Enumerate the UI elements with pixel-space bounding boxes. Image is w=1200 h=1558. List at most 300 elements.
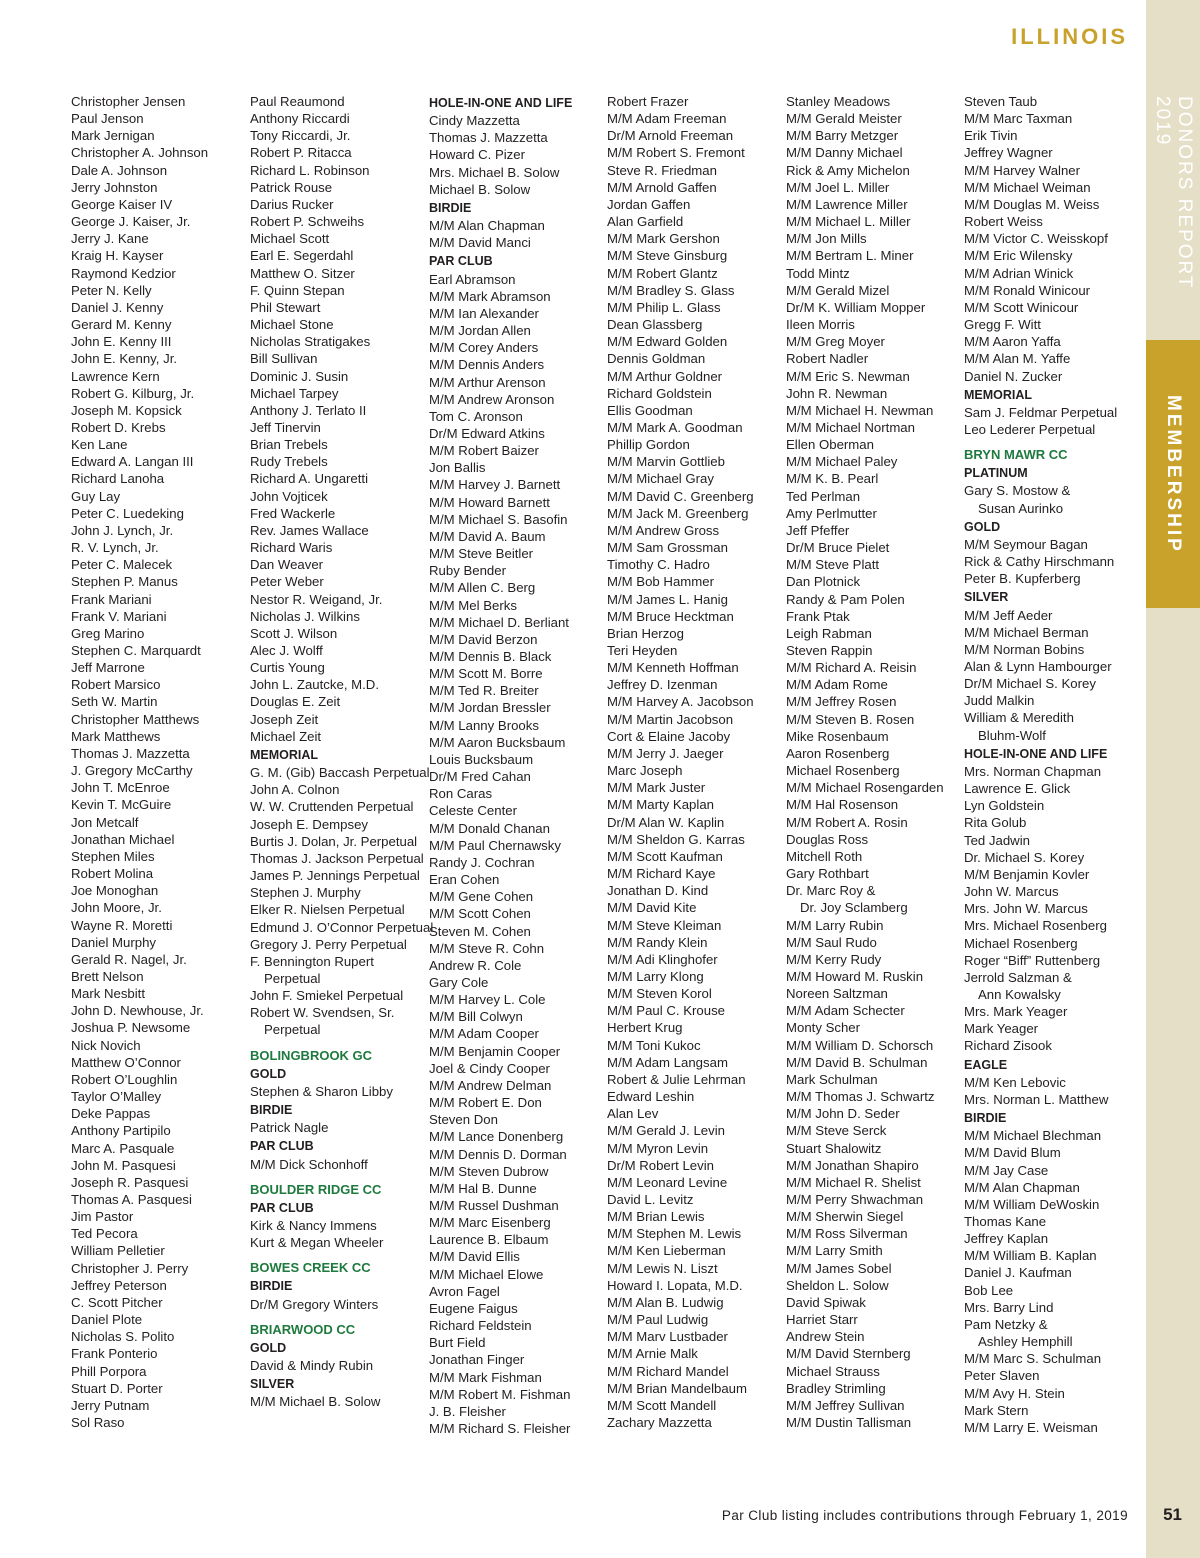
donor-name: Michael B. Solow (429, 181, 531, 197)
column-4 (607, 93, 779, 1431)
donor-name: Todd Mintz (786, 265, 850, 281)
donor-name: Jeffrey Kaplan (964, 1231, 1049, 1247)
donor-name: M/M Robert Baizer (429, 443, 539, 459)
donor-name: M/M Steven Dubrow (429, 1163, 549, 1179)
donor-name: Dr/M K. William Mopper (786, 299, 926, 315)
donor-name: Daniel J. Kaufman (964, 1265, 1072, 1281)
donor-name: M/M Harvey Walner (964, 162, 1081, 178)
donor-name: M/M Perry Shwachman (786, 1192, 924, 1207)
donor-name: Lawrence E. Glick (964, 781, 1071, 797)
donor-name: Patrick Nagle (250, 1120, 329, 1136)
donor-name: M/M David Manci (429, 235, 531, 251)
donor-name: Mrs. Norman Chapman (964, 763, 1102, 779)
donor-name: Frank Ptak (786, 608, 850, 624)
donor-name: Herbert Krug (607, 1020, 683, 1036)
donor-name: M/M Steve Beitler (429, 546, 534, 562)
donor-name-continued: Ashley Hemphill (978, 1334, 1073, 1350)
donor-name: M/M Steve Kleiman (607, 917, 722, 933)
state-title: ILLINOIS (1011, 24, 1128, 49)
section-title: MEMBERSHIP (1163, 394, 1184, 554)
donor-name: M/M Lanny Brooks (429, 717, 539, 733)
donor-name: Dr. Michael S. Korey (964, 849, 1085, 865)
donor-name: Tony Riccardi, Jr. (250, 128, 351, 144)
donor-name: Ellen Oberman (786, 437, 874, 453)
donor-name: Thomas A. Pasquesi (71, 1192, 192, 1207)
donor-name: M/M Alan Chapman (429, 218, 545, 234)
donor-name: M/M Aaron Bucksbaum (429, 734, 566, 750)
donor-name: Michael Stone (250, 317, 334, 333)
donor-name: Brett Nelson (71, 968, 144, 984)
donor-name: Mrs. John W. Marcus (964, 901, 1088, 917)
donor-name: M/M Michael Paley (786, 454, 898, 470)
donor-name: M/M Hal B. Dunne (429, 1180, 537, 1196)
donor-name: Phillip Gordon (607, 437, 690, 453)
donor-name: M/M Dennis Anders (429, 357, 545, 373)
donor-name: M/M Leonard Levine (607, 1174, 728, 1190)
donor-name: M/M Mel Berks (429, 597, 517, 613)
donor-name: Peter Weber (250, 574, 324, 590)
donor-name: Tom C. Aronson (429, 408, 523, 424)
donor-name: M/M Paul C. Krouse (607, 1003, 725, 1019)
donor-name: M/M Douglas M. Weiss (964, 196, 1100, 212)
donor-name: Steven Rappin (786, 643, 873, 658)
donor-name: Douglas Ross (786, 831, 869, 847)
donor-name: M/M Scott Winicour (964, 299, 1079, 315)
donor-name: Robert W. Svendsen, Sr. (250, 1005, 395, 1021)
donor-name: M/M Arthur Goldner (607, 368, 723, 384)
donor-name: M/M Edward Golden (607, 334, 728, 350)
donor-name: G. M. (Gib) Baccash Perpetual (250, 765, 430, 781)
donor-name: Aaron Rosenberg (786, 745, 890, 761)
donor-name: Stephen P. Manus (71, 574, 178, 590)
donor-name: M/M Steven Korol (607, 986, 712, 1002)
donor-name: Mark Schulman (786, 1071, 878, 1087)
donor-name: Brian Trebels (250, 437, 328, 453)
donor-name: M/M Lewis N. Liszt (607, 1260, 718, 1276)
donor-name: Jerry Putnam (71, 1397, 150, 1413)
donor-name: Steven M. Cohen (429, 923, 531, 939)
donor-name: John Moore, Jr. (71, 900, 162, 916)
category-heading: BIRDIE (250, 1279, 293, 1294)
donor-name: John A. Colnon (250, 782, 340, 798)
donor-name: Stephen & Sharon Libby (250, 1083, 393, 1099)
donor-name: William & Meredith (964, 710, 1074, 726)
donor-name: Mrs. Norman L. Matthew (964, 1091, 1109, 1107)
donor-name: Thomas Kane (964, 1214, 1047, 1229)
donor-name: M/M Alan M. Yaffe (964, 351, 1071, 367)
donor-name: Joshua P. Newsome (71, 1020, 191, 1036)
donor-name: Mark Nesbitt (71, 986, 146, 1002)
donor-name: M/M Robert Glantz (607, 265, 718, 281)
donor-name: Steven Taub (964, 94, 1038, 109)
side-section-tab (1146, 340, 1200, 608)
club-heading: BOULDER RIDGE CC (250, 1181, 382, 1197)
donor-name: Stanley Meadows (786, 94, 891, 109)
donor-name: Robert D. Krebs (71, 419, 166, 435)
donor-name: Jonathan Michael (71, 831, 175, 847)
donor-name: Michael Strauss (786, 1363, 880, 1379)
donor-name: M/M Larry Rubin (786, 917, 884, 933)
donor-name: M/M Marty Kaplan (607, 797, 714, 813)
donor-name: Richard Waris (250, 540, 333, 556)
donor-name: Laurence B. Elbaum (429, 1232, 549, 1248)
category-heading: EAGLE (964, 1057, 1008, 1072)
donor-name: Thomas J. Mazzetta (71, 745, 190, 761)
donor-name: Dan Plotnick (786, 574, 861, 590)
donor-name: M/M Russel Dushman (429, 1198, 559, 1213)
donor-name: M/M Howard M. Ruskin (786, 968, 924, 984)
donor-name: Christopher J. Perry (71, 1260, 189, 1276)
donor-name: John E. Kenny, Jr. (71, 351, 178, 367)
donor-name: M/M Steve Ginsburg (607, 248, 728, 264)
donor-name: Cindy Mazzetta (429, 113, 520, 129)
donor-name: Nicholas S. Polito (71, 1329, 175, 1345)
donor-name: M/M Mark Fishman (429, 1369, 542, 1385)
donor-name: Timothy C. Hadro (607, 557, 710, 573)
donor-name: M/M Arnold Gaffen (607, 179, 717, 195)
donor-name: M/M Ken Lieberman (607, 1243, 726, 1259)
donor-name: Stephen C. Marquardt (71, 643, 201, 658)
donor-name: M/M Brian Lewis (607, 1209, 705, 1225)
donor-name: Lawrence Kern (71, 368, 160, 384)
donor-name: Rick & Cathy Hirschmann (964, 554, 1115, 570)
donor-name: Douglas E. Zeit (250, 694, 341, 710)
category-heading: SILVER (250, 1377, 295, 1392)
donor-name: John M. Pasquesi (71, 1157, 176, 1173)
donor-name: Guy Lay (71, 488, 121, 504)
donor-name: Howard C. Pizer (429, 147, 526, 163)
donor-name: M/M Ronald Winicour (964, 282, 1091, 298)
donor-name: M/M Andrew Delman (429, 1077, 552, 1093)
donor-name: Burt Field (429, 1335, 486, 1351)
donor-name: Jeff Marrone (71, 660, 145, 676)
donor-name: M/M Norman Bobins (964, 641, 1085, 657)
category-heading: MEMORIAL (964, 387, 1033, 402)
donor-name: Christopher Matthews (71, 711, 200, 727)
donor-name: M/M Michael H. Newman (786, 402, 934, 418)
donor-name: Dale A. Johnson (71, 162, 168, 178)
donor-name: Kurt & Megan Wheeler (250, 1235, 384, 1251)
donor-name: Alan Garfield (607, 214, 684, 230)
page-number: 51 (1163, 1505, 1182, 1524)
donor-name: M/M Paul Ludwig (607, 1312, 709, 1328)
donor-name: Howard I. Lopata, M.D. (607, 1277, 743, 1293)
donor-name: M/M Michael S. Basofin (429, 511, 568, 527)
donor-name: Frank Ponterio (71, 1346, 158, 1362)
donor-name: M/M Martin Jacobson (607, 711, 734, 727)
donor-name: Mike Rosenbaum (786, 728, 889, 744)
donor-name: Anthony Partipilo (71, 1123, 171, 1139)
donor-name: Anthony J. Terlato II (250, 402, 367, 418)
category-heading: PAR CLUB (250, 1139, 314, 1154)
category-heading: BIRDIE (250, 1103, 293, 1118)
donor-name: Robert O’Loughlin (71, 1071, 178, 1087)
donor-name: Nicholas J. Wilkins (250, 608, 360, 624)
donor-name: Amy Perlmutter (786, 505, 877, 521)
donor-name: M/M Andrew Aronson (429, 391, 555, 407)
donor-name: Louis Bucksbaum (429, 751, 534, 767)
donor-name: M/M Adam Schecter (786, 1003, 905, 1019)
donor-name: Phill Porpora (71, 1363, 147, 1379)
category-heading: SILVER (964, 590, 1009, 605)
club-heading: BRYN MAWR CC (964, 447, 1068, 463)
donor-name: Mrs. Michael B. Solow (429, 164, 560, 180)
donor-name: Richard L. Robinson (250, 162, 370, 178)
donor-name: Anthony Riccardi (250, 111, 350, 127)
donor-name: Ted Jadwin (964, 832, 1030, 848)
donor-name: M/M Robert M. Fishman (429, 1386, 571, 1402)
column-6 (964, 93, 1136, 1436)
donor-name: M/M David C. Greenberg (607, 488, 754, 504)
donor-name: Avron Fagel (429, 1283, 500, 1299)
donor-name: Mark Yeager (964, 1021, 1039, 1037)
donor-name: M/M Barry Metzger (786, 128, 899, 144)
donor-name: Christopher Jensen (71, 94, 186, 109)
donor-name: Ken Lane (71, 437, 128, 453)
donor-name: M/M Bob Hammer (607, 574, 714, 590)
column-2 (250, 93, 434, 1411)
donor-name: M/M Philip L. Glass (607, 299, 721, 315)
donor-name: Joseph M. Kopsick (71, 402, 182, 418)
donor-name-continued: Susan Aurinko (978, 500, 1064, 516)
donor-name: Joe Monoghan (71, 883, 159, 899)
donor-name: Stuart D. Porter (71, 1380, 163, 1396)
donor-name: M/M Kenneth Hoffman (607, 660, 739, 676)
donor-name: M/M Harvey A. Jacobson (607, 694, 754, 710)
donor-name: Jordan Gaffen (607, 196, 691, 212)
donor-name: M/M Jeffrey Sullivan (786, 1397, 905, 1413)
donor-name: Matthew O. Sitzer (250, 265, 355, 281)
donor-name: M/M Robert E. Don (429, 1095, 542, 1111)
donor-name: M/M Larry Smith (786, 1243, 883, 1259)
donor-name: Stuart Shalowitz (786, 1140, 882, 1156)
category-heading: PLATINUM (964, 466, 1028, 481)
donor-name: M/M Brian Mandelbaum (607, 1380, 747, 1396)
donor-name: Ellis Goodman (607, 402, 693, 418)
donor-name: Patrick Rouse (250, 179, 333, 195)
donor-name: M/M Mark Gershon (607, 231, 720, 247)
category-heading: GOLD (964, 519, 1001, 534)
donor-name: Marc A. Pasquale (71, 1140, 175, 1156)
donor-name: Burtis J. Dolan, Jr. Perpetual (250, 833, 418, 849)
donor-name: M/M Jeff Aeder (964, 607, 1053, 623)
donor-name: M/M Avy H. Stein (964, 1385, 1065, 1401)
donor-name: Frank V. Mariani (71, 608, 167, 624)
donor-name: M/M Adam Freeman (607, 111, 727, 127)
donor-name: Celeste Center (429, 803, 517, 819)
donor-name: M/M Michael B. Solow (250, 1394, 381, 1410)
donor-name: M/M Harvey L. Cole (429, 992, 546, 1008)
donor-name: Dr/M Arnold Freeman (607, 128, 734, 144)
donor-name: M/M Adam Cooper (429, 1026, 539, 1042)
donor-name: Gary Rothbart (786, 866, 869, 882)
category-heading: GOLD (250, 1340, 287, 1355)
donor-name: David & Mindy Rubin (250, 1358, 374, 1374)
donor-name: M/M David Kite (607, 900, 697, 916)
donor-name: Dan Weaver (250, 557, 324, 573)
donor-name: M/M K. B. Pearl (786, 471, 879, 487)
donor-name: Richard A. Ungaretti (250, 471, 369, 487)
donor-name: M/M Dennis D. Dorman (429, 1146, 567, 1162)
donor-name: M/M Scott M. Borre (429, 666, 543, 682)
donor-name: M/M Aaron Yaffa (964, 334, 1061, 350)
donor-name: Dr/M Michael S. Korey (964, 676, 1096, 692)
donor-name: William Pelletier (71, 1243, 165, 1259)
donor-name: M/M Eric S. Newman (786, 368, 910, 384)
donor-name: Fred Wackerle (250, 505, 336, 521)
donor-name: Bill Sullivan (250, 351, 318, 367)
donor-name: Eran Cohen (429, 872, 500, 888)
donor-name: M/M Jordan Allen (429, 323, 531, 339)
column-3 (429, 93, 601, 1437)
donor-name: Richard Zisook (964, 1038, 1052, 1054)
donor-name: M/M Adrian Winick (964, 265, 1074, 281)
donor-name: John T. McEnroe (71, 780, 170, 796)
donor-name: Dr/M Gregory Winters (250, 1296, 379, 1312)
category-heading: HOLE-IN-ONE AND LIFE (429, 96, 573, 110)
donor-name: Erik Tivin (964, 128, 1018, 144)
donor-name: M/M Ian Alexander (429, 305, 539, 321)
donor-name: Frank Mariani (71, 591, 152, 607)
donor-name: M/M Larry Klong (607, 968, 704, 984)
donor-name: M/M Seymour Bagan (964, 536, 1088, 552)
donor-name: M/M Bruce Hecktman (607, 608, 734, 624)
donor-name: John E. Kenny III (71, 334, 172, 350)
donor-name: F. Bennington Rupert (250, 953, 374, 969)
donor-name: M/M Adam Langsam (607, 1054, 728, 1070)
category-heading: PAR CLUB (250, 1200, 314, 1215)
donor-name: Pam Netzky & (964, 1316, 1048, 1332)
donor-name: M/M Scott Cohen (429, 906, 531, 922)
donor-name: Jon Ballis (429, 460, 486, 476)
report-title: DONORS REPORT 2019 (1152, 96, 1195, 290)
donor-name: M/M Jay Case (964, 1162, 1049, 1178)
donor-name: John D. Newhouse, Jr. (71, 1003, 204, 1019)
donor-name: M/M Jerry J. Jaeger (607, 745, 724, 761)
donor-name: Robert Weiss (964, 214, 1043, 230)
category-heading: HOLE-IN-ONE AND LIFE (964, 746, 1108, 761)
donor-name: M/M William D. Schorsch (786, 1037, 934, 1053)
donor-name: Jeff Pfeffer (786, 522, 850, 538)
donor-name: M/M Gene Cohen (429, 889, 534, 905)
donor-name: Paul Reaumond (250, 94, 345, 109)
donor-name: Rick & Amy Michelon (786, 162, 910, 178)
donor-name: Randy J. Cochran (429, 854, 535, 870)
donor-name: M/M Harvey J. Barnett (429, 477, 561, 493)
donor-name: Edmund J. O’Connor Perpetual (250, 919, 434, 935)
donor-name: M/M Howard Barnett (429, 494, 550, 510)
column-5 (786, 93, 958, 1431)
donor-name: Leo Lederer Perpetual (964, 421, 1096, 437)
donor-name: Curtis Young (250, 660, 325, 676)
donor-name: F. Quinn Stepan (250, 282, 345, 298)
donor-name: M/M James L. Hanig (607, 591, 728, 607)
donor-name: M/M Marvin Gottlieb (607, 454, 725, 470)
donor-name: Christopher A. Johnson (71, 145, 209, 161)
donor-name: Noreen Saltzman (786, 986, 888, 1002)
donor-name: Joel & Cindy Cooper (429, 1060, 550, 1076)
donor-name: M/M Paul Chernawsky (429, 837, 561, 853)
donor-name: M/M Robert A. Rosin (786, 814, 908, 830)
donor-name: M/M David Berzon (429, 631, 538, 647)
donor-name: M/M Donald Chanan (429, 820, 550, 836)
donor-name: Ileen Morris (786, 317, 855, 333)
donor-name: M/M Jonathan Shapiro (786, 1157, 919, 1173)
donor-name: David Spiwak (786, 1294, 866, 1310)
donor-name: Leigh Rabman (786, 625, 872, 641)
donor-name: Kirk & Nancy Immens (250, 1218, 377, 1233)
donor-name: Nick Novich (71, 1037, 141, 1053)
donor-name: Alan Lev (607, 1106, 659, 1122)
donor-name: M/M Richard Kaye (607, 866, 716, 882)
donor-name: M/M Michael Elowe (429, 1266, 544, 1282)
donor-name: Sol Raso (71, 1415, 125, 1431)
donor-name: M/M Michael Berman (964, 624, 1089, 640)
donor-name: Jeffrey D. Izenman (607, 677, 718, 693)
donor-name: M/M Hal Rosenson (786, 797, 899, 813)
donor-name: M/M Dustin Tallisman (786, 1415, 912, 1431)
donor-name: M/M Jeffrey Rosen (786, 694, 897, 710)
column-1 (71, 93, 243, 1431)
donor-name: John F. Smiekel Perpetual (250, 988, 404, 1004)
donor-name: David L. Levitz (607, 1192, 694, 1207)
donor-name: M/M Gerald Meister (786, 111, 902, 127)
donor-name-continued: Ann Kowalsky (978, 986, 1061, 1002)
donor-name: M/M Thomas J. Schwartz (786, 1089, 935, 1105)
donor-name: Deke Pappas (71, 1106, 151, 1122)
donor-name: Robert Marsico (71, 677, 161, 693)
donor-name: Phil Stewart (250, 299, 321, 315)
donor-name: Paul Jenson (71, 111, 144, 127)
donor-name: Gregory J. Perry Perpetual (250, 936, 407, 952)
donor-name: Ted Perlman (786, 488, 861, 504)
donor-name: M/M James Sobel (786, 1260, 892, 1276)
donor-name: C. Scott Pitcher (71, 1294, 163, 1310)
donor-name: Ruby Bender (429, 563, 506, 579)
donor-name: Thomas J. Jackson Perpetual (250, 850, 424, 866)
donor-name: Robert & Julie Lehrman (607, 1071, 746, 1087)
donor-name-continued: Perpetual (264, 1022, 321, 1038)
donor-name: Ted Pecora (71, 1226, 138, 1242)
donor-name: Stephen J. Murphy (250, 885, 361, 901)
donor-name-continued: Perpetual (264, 970, 321, 986)
category-heading: MEMORIAL (250, 747, 319, 762)
donor-name: M/M Dick Schonhoff (250, 1156, 368, 1172)
donor-name: Dr. Marc Roy & (786, 883, 876, 899)
donor-name: Mark Stern (964, 1402, 1029, 1418)
donor-name: M/M Saul Rudo (786, 934, 877, 950)
donor-name: Joseph E. Dempsey (250, 816, 369, 832)
donor-name: Mark Matthews (71, 728, 161, 744)
club-heading: BOLINGBROOK GC (250, 1047, 373, 1063)
donor-name: M/M Gerald J. Levin (607, 1123, 725, 1139)
donor-name: M/M Marc Taxman (964, 111, 1073, 127)
donor-name: M/M Steve Serck (786, 1123, 887, 1139)
donor-name: Teri Heyden (607, 643, 678, 658)
donor-name: M/M Danny Michael (786, 145, 903, 161)
donor-name: M/M Richard Mandel (607, 1363, 729, 1379)
donor-name: Dean Glassberg (607, 317, 703, 333)
donor-name: Richard Feldstein (429, 1318, 532, 1334)
donor-name: M/M Ken Lebovic (964, 1074, 1066, 1090)
donor-name: M/M Lawrence Miller (786, 196, 908, 212)
donor-name: Steven Don (429, 1112, 498, 1128)
donor-name: Jim Pastor (71, 1209, 134, 1225)
donor-name: John J. Lynch, Jr. (71, 522, 174, 538)
donor-name: Peter C. Malecek (71, 557, 173, 573)
donor-name: Rudy Trebels (250, 454, 328, 470)
donor-name: Scott J. Wilson (250, 625, 338, 641)
